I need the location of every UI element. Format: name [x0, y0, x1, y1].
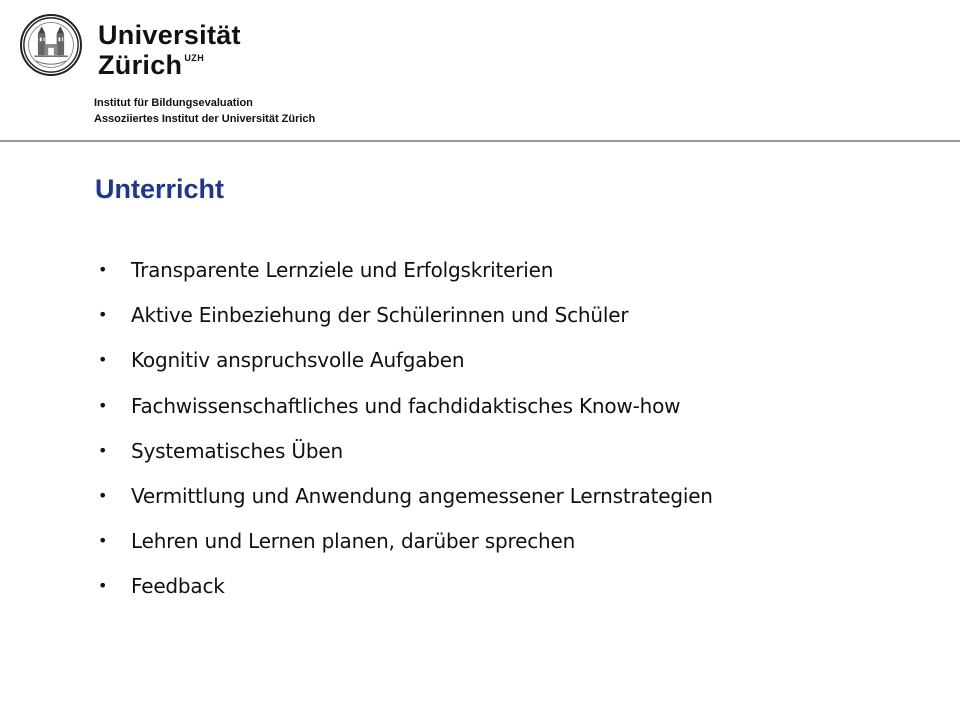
uzh-suffix: UZH	[184, 53, 205, 63]
bullet-item	[98, 573, 713, 618]
bullet-icon: •	[98, 350, 108, 370]
bullet-icon: •	[98, 485, 108, 505]
slide-header	[0, 0, 960, 142]
bullet-item	[98, 528, 713, 573]
institute-affiliation: Assoziiertes Institut der Universität Zürich	[94, 113, 316, 125]
university-city: Zürich	[98, 50, 183, 80]
header-divider	[0, 140, 960, 142]
bullet-icon: •	[98, 531, 108, 551]
bullet-list	[98, 257, 713, 619]
bullet-item	[98, 483, 713, 528]
bullet-text: Lehren und Lernen planen, darüber sprechen	[131, 529, 576, 554]
bullet-text: Vermittlung und Anwendung angemessener Lernstrategien	[131, 483, 713, 508]
bullet-icon: •	[98, 576, 108, 596]
university-logo	[20, 14, 241, 79]
bullet-item	[98, 302, 713, 347]
bullet-item	[98, 257, 713, 302]
bullet-item	[98, 438, 713, 483]
bullet-item	[98, 393, 713, 438]
bullet-text: Aktive Einbeziehung der Schülerinnen und Schüler	[131, 303, 629, 328]
bullet-text: Systematisches Üben	[131, 438, 343, 463]
bullet-icon: •	[98, 305, 108, 325]
institute-block	[94, 95, 315, 127]
institute-name: Institut für Bildungsevaluation	[94, 97, 253, 109]
university-name-line2	[98, 52, 241, 79]
bullet-icon: •	[98, 395, 108, 415]
bullet-icon: •	[98, 440, 108, 460]
university-wordmark	[98, 16, 241, 79]
bullet-text: Transparente Lernziele und Erfolgskriterien	[131, 258, 554, 282]
bullet-item	[98, 347, 713, 392]
university-name-line1: Universität	[98, 20, 241, 50]
bullet-text: Kognitiv anspruchsvolle Aufgaben	[131, 348, 465, 373]
slide-title: Unterricht	[95, 174, 225, 204]
bullet-text: Feedback	[131, 574, 225, 599]
university-seal-icon	[20, 14, 82, 76]
bullet-text: Fachwissenschaftliches und fachdidaktisches Know-how	[131, 393, 681, 418]
bullet-icon: •	[98, 260, 108, 279]
